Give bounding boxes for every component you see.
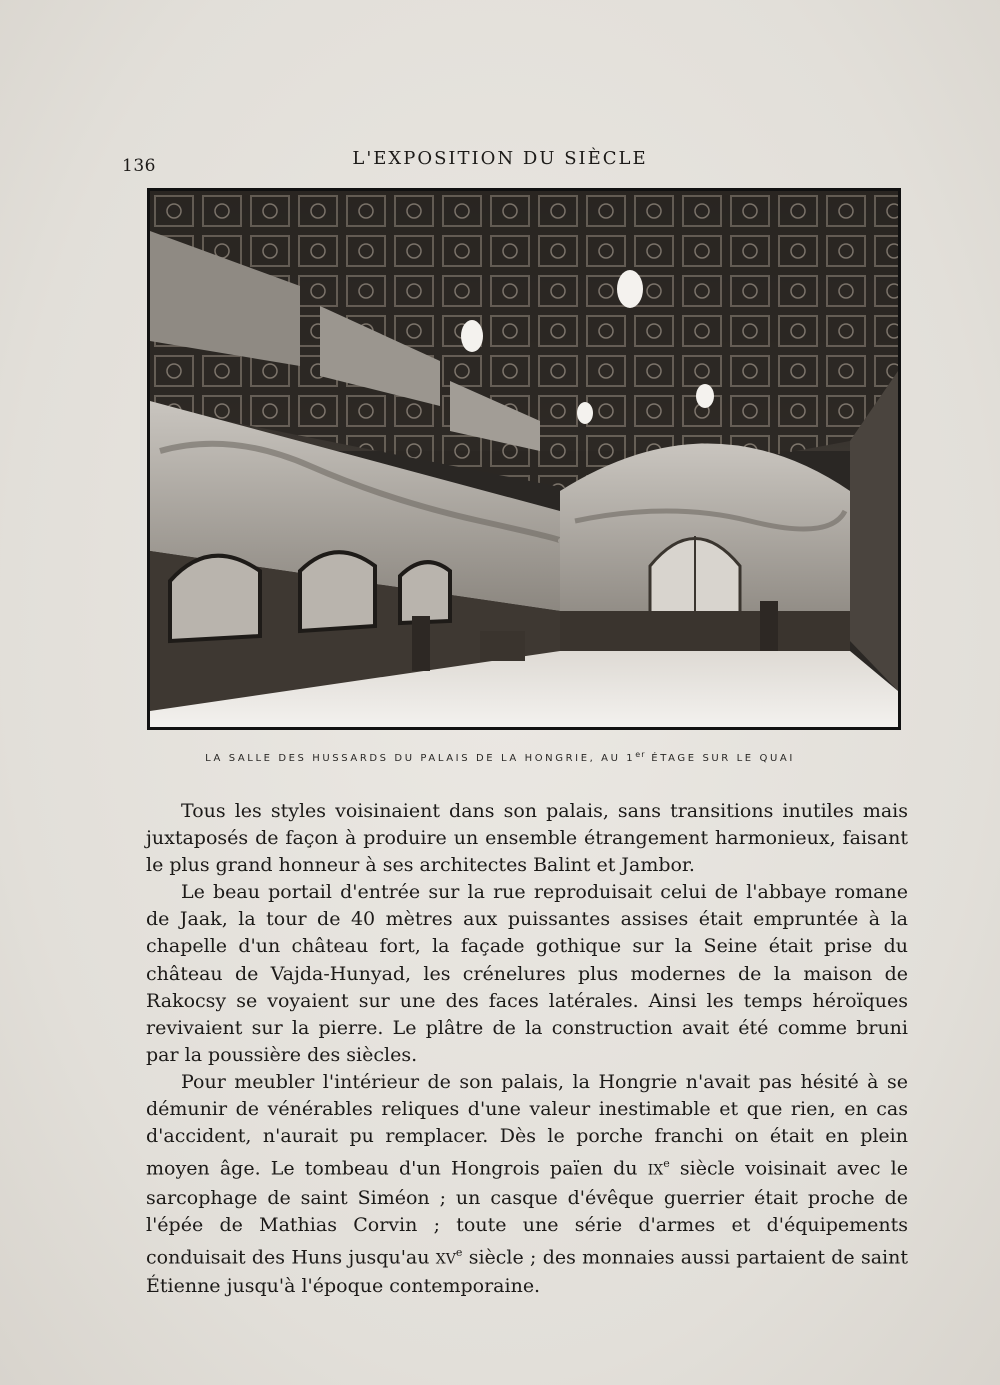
- paragraph-1: Tous les styles voisinaient dans son palais, sans transitions inutiles mais juxtaposés de façon à produire un ensemble étrangement harmonieux, faisant le plus grand honneur à ses architectes Balint et Jambor.: [146, 800, 908, 877]
- page-number: 136: [122, 156, 156, 176]
- photo-plate: [147, 188, 901, 730]
- hall-photograph: [150, 191, 898, 727]
- running-head: L'EXPOSITION DU SIÈCLE: [352, 148, 648, 169]
- body-text: [146, 798, 908, 1300]
- plate-caption: LA SALLE DES HUSSARDS DU PALAIS DE LA HONGRIE, AU 1er ÉTAGE SUR LE QUAI: [205, 750, 795, 764]
- paragraph-2: Le beau portail d'entrée sur la rue reproduisait celui de l'abbaye romane de Jaak, la tour de 40 mètres aux puissantes assises était empruntée à la chapelle d'un château fort, la façade gothique sur la Seine était prise du château de Vajda-Hunyad, les crénelures plus modernes de la maison de Rakocsy se voyaient sur une des faces latérales. Ainsi les temps héroïques revivaient sur la pierre. Le plâtre de la construction avait été comme bruni par la poussière des siècles.: [146, 881, 908, 1066]
- paragraph-3: Pour meubler l'intérieur de son palais, la Hongrie n'avait pas hésité à se démunir de vénérables reliques d'une valeur inestimable et que rien, en cas d'accident, n'aurait pu remplacer. Dès le porche franchi on était en plein moyen âge. Le tombeau d'un Hongrois païen du IXe siècle voisinait avec le sarcophage de saint Siméon ; un casque d'évêque guerrier était proche de l'épée de Mathias Corvin ; toute une série d'armes et d'équipements conduisait des Huns jusqu'au XVe siècle ; des monnaies aussi partaient de saint Étienne jusqu'à l'époque contemporaine.: [146, 1070, 909, 1298]
